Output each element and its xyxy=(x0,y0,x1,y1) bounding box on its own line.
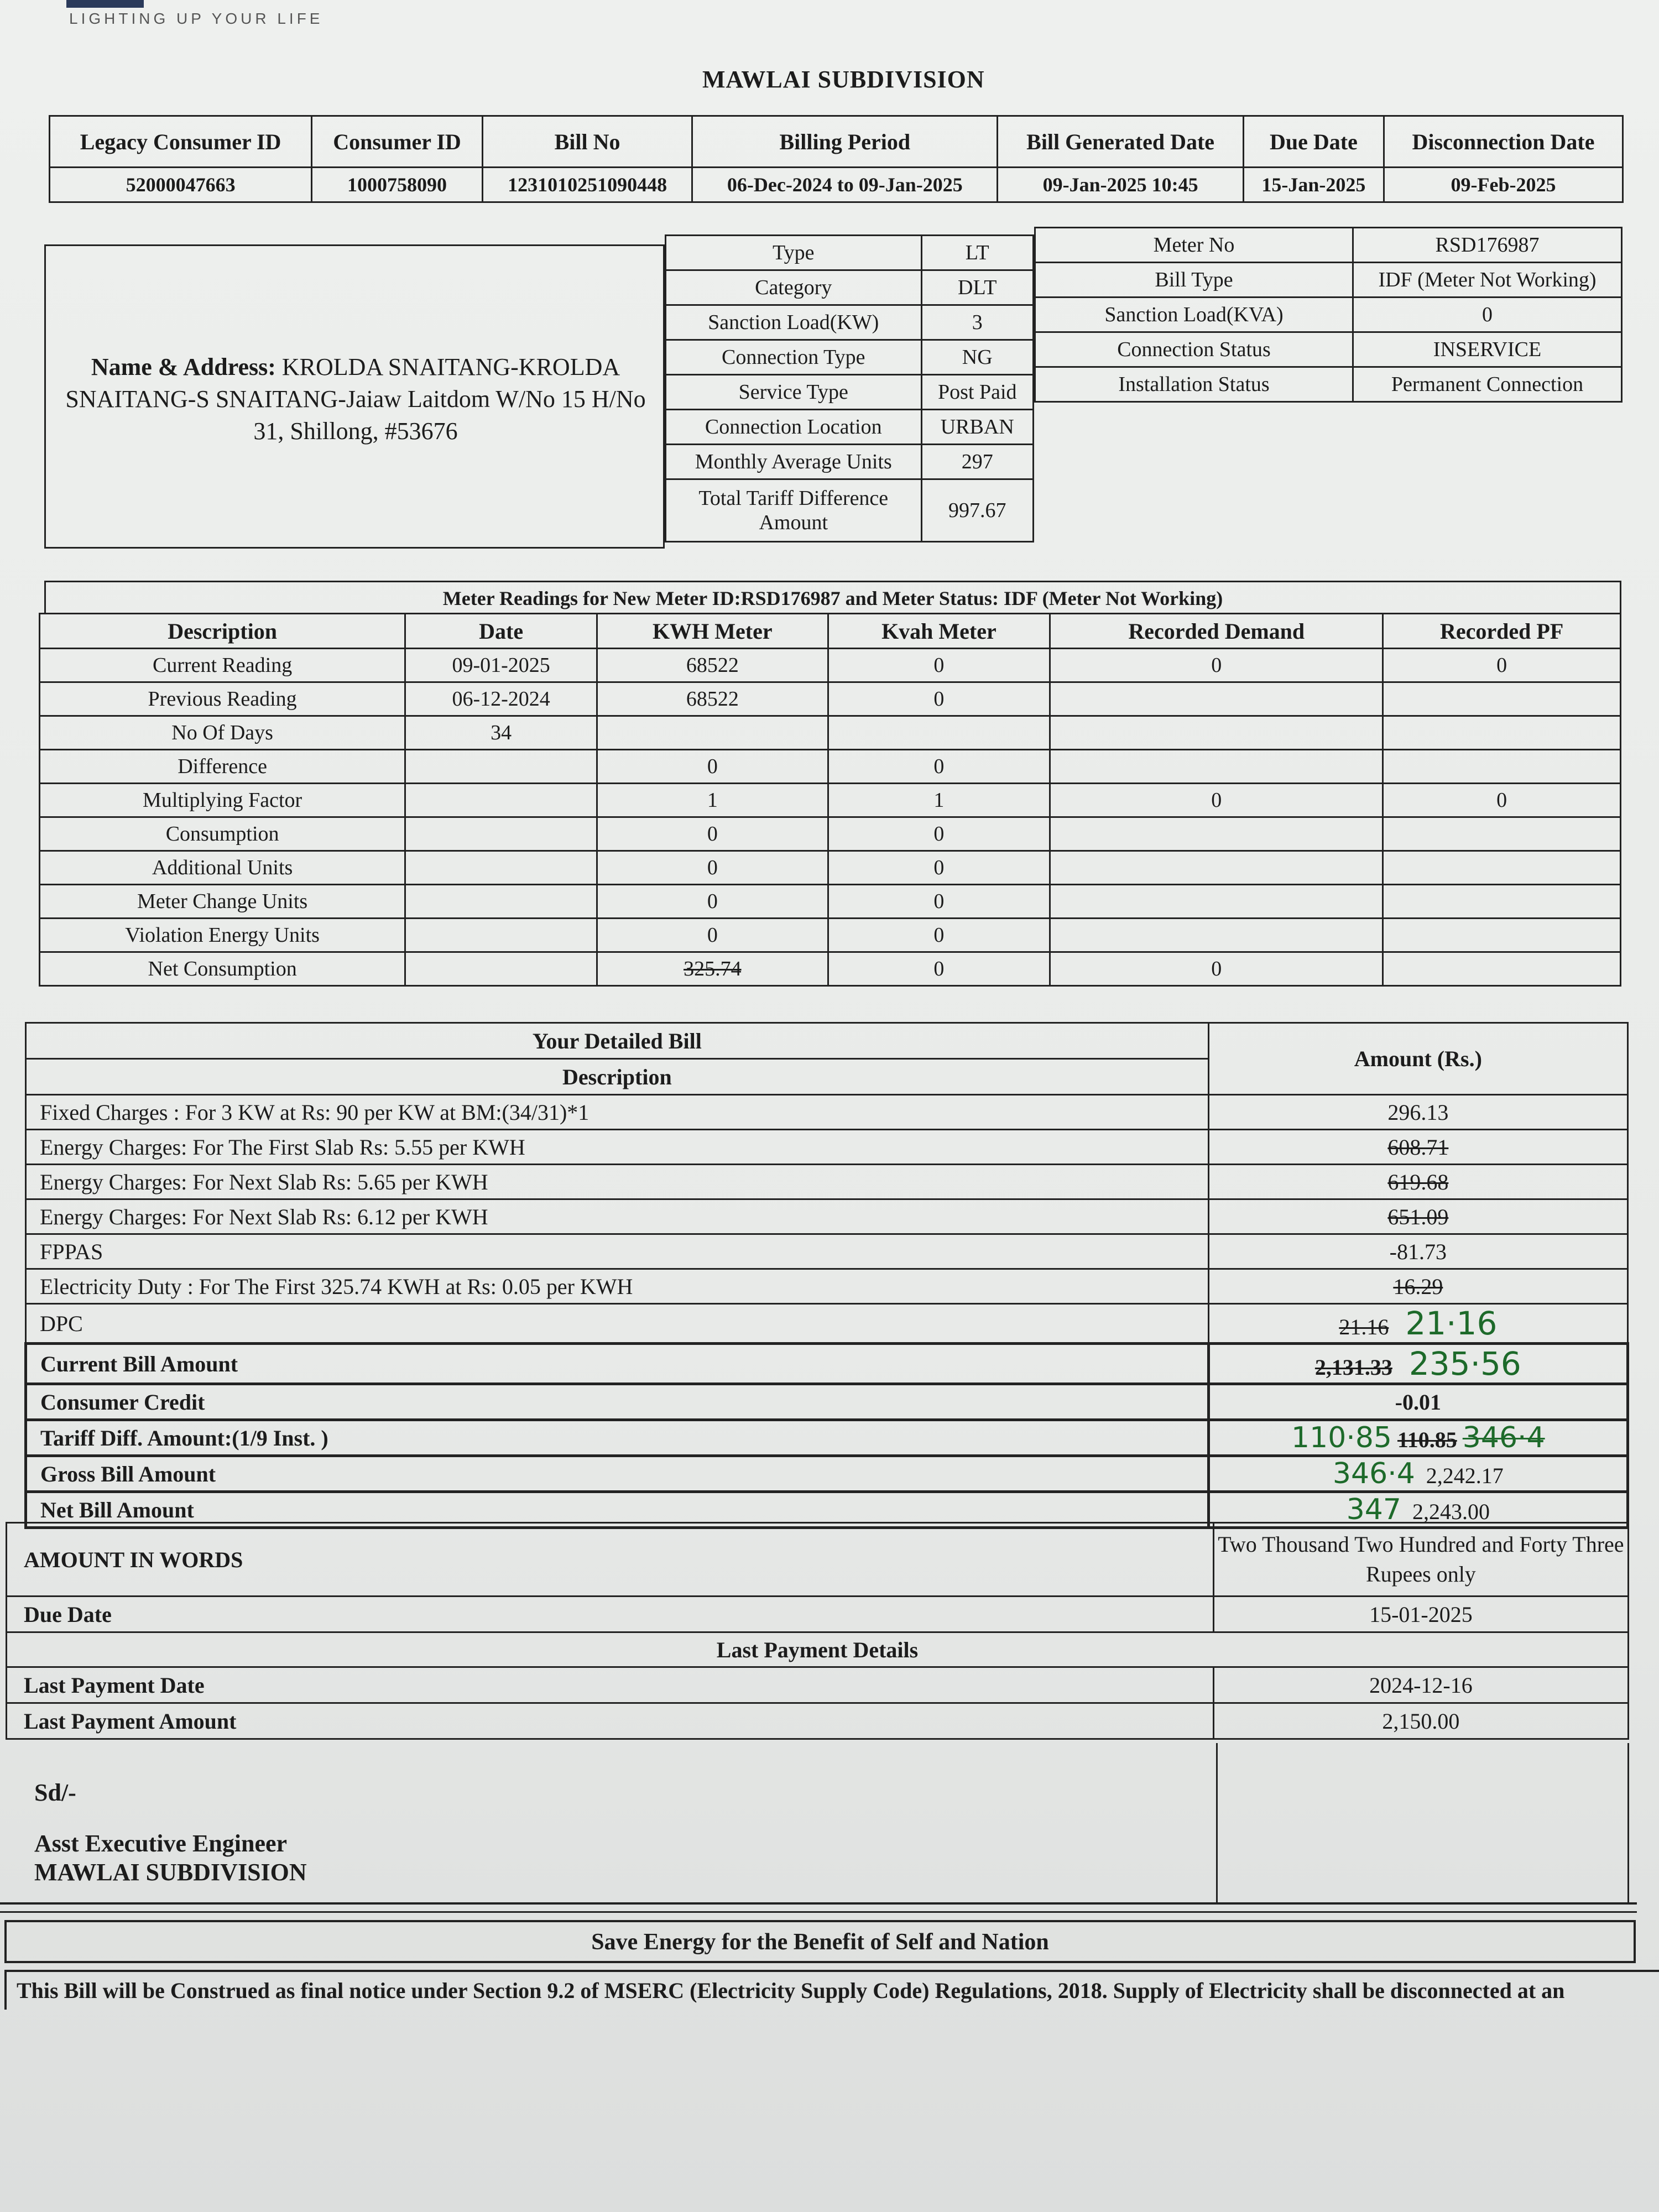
disconnection-date: 09-Feb-2025 xyxy=(1384,168,1623,202)
meter-kwh: 0 xyxy=(597,817,828,851)
meter-kwh: 325.74 xyxy=(597,952,828,986)
meter-kvah: 1 xyxy=(828,784,1050,817)
connection-info-table xyxy=(665,234,1034,542)
meter-recorded-demand xyxy=(1050,750,1383,784)
meter-description: Violation Energy Units xyxy=(40,919,405,952)
info2-label: Sanction Load(KVA) xyxy=(1035,298,1353,332)
col-bill-generated-date: Bill Generated Date xyxy=(998,116,1243,168)
handwritten-tariff-left: 110·85 xyxy=(1291,1421,1392,1454)
legacy-consumer-id: 52000047663 xyxy=(50,168,312,202)
meter-col-recorded-pf: Recorded PF xyxy=(1383,614,1621,649)
meter-recorded-pf xyxy=(1383,885,1621,919)
bill-row-desc: Fixed Charges : For 3 KW at Rs: 90 per KW at BM:(34/31)*1 xyxy=(26,1095,1209,1130)
tagline: LIGHTING UP YOUR LIFE xyxy=(69,10,324,27)
meter-kwh: 68522 xyxy=(597,649,828,682)
bill-row-desc: DPC xyxy=(26,1304,1209,1344)
meter-kwh: 0 xyxy=(597,919,828,952)
info2-value: IDF (Meter Not Working) xyxy=(1353,263,1622,298)
tariff-diff-label: Tariff Diff. Amount:(1/9 Inst. ) xyxy=(26,1420,1209,1456)
meter-recorded-demand: 0 xyxy=(1050,952,1383,986)
gross-bill-label: Gross Bill Amount xyxy=(26,1456,1209,1492)
bill-row-desc: Energy Charges: For The First Slab Rs: 5.55 per KWH xyxy=(26,1130,1209,1165)
meter-row xyxy=(40,682,1621,716)
meter-recorded-pf: 0 xyxy=(1383,784,1621,817)
meter-kvah xyxy=(828,716,1050,750)
amount-in-words: Two Thousand Two Hundred and Forty Three Rupees only xyxy=(1213,1523,1628,1597)
meter-description: Consumption xyxy=(40,817,405,851)
col-legacy-consumer-id: Legacy Consumer ID xyxy=(50,116,312,168)
final-notice-text: This Bill will be Construed as final notice under Section 9.2 of MSERC (Electricity Supply Code) Regulations, 2018. Supply of Electricity shall be disconnected at an xyxy=(4,1970,1659,2010)
meter-row xyxy=(40,750,1621,784)
bill-row-amount: 21.16 xyxy=(1339,1314,1389,1339)
col-disconnection-date: Disconnection Date xyxy=(1384,116,1623,168)
current-bill-amount: 2,131.33 xyxy=(1314,1355,1392,1380)
bill-generated-date: 09-Jan-2025 10:45 xyxy=(998,168,1243,202)
meter-recorded-demand xyxy=(1050,919,1383,952)
signature-sd: Sd/- xyxy=(34,1779,76,1806)
bill-row-amount: 619.68 xyxy=(1387,1169,1449,1194)
meter-recorded-pf xyxy=(1383,952,1621,986)
divider xyxy=(0,1902,1637,1905)
meter-col-date: Date xyxy=(405,614,597,649)
billing-period: 06-Dec-2024 to 09-Jan-2025 xyxy=(692,168,998,202)
meter-kvah: 0 xyxy=(828,919,1050,952)
info-value: LT xyxy=(921,236,1034,270)
meter-description: Difference xyxy=(40,750,405,784)
meter-kvah: 0 xyxy=(828,885,1050,919)
meter-date xyxy=(405,885,597,919)
bill-row-amount: 608.71 xyxy=(1387,1134,1449,1160)
meter-description: Previous Reading xyxy=(40,682,405,716)
meter-date xyxy=(405,784,597,817)
bill-row-desc: Energy Charges: For Next Slab Rs: 5.65 per KWH xyxy=(26,1165,1209,1199)
current-bill-label: Current Bill Amount xyxy=(26,1344,1209,1384)
amount-in-words-label: AMOUNT IN WORDS xyxy=(7,1523,1214,1597)
name-address-box xyxy=(44,244,665,549)
gross-bill-amount: 2,242.17 xyxy=(1426,1463,1504,1488)
info-label: Service Type xyxy=(666,375,922,410)
meter-date xyxy=(405,817,597,851)
bill-row-amount: 651.09 xyxy=(1387,1204,1449,1229)
meter-date: 34 xyxy=(405,716,597,750)
meter-kvah: 0 xyxy=(828,649,1050,682)
name-address-label: Name & Address: xyxy=(91,353,276,380)
col-bill-no: Bill No xyxy=(482,116,692,168)
bill-row-desc: Electricity Duty : For The First 325.74 KWH at Rs: 0.05 per KWH xyxy=(26,1269,1209,1304)
name-address xyxy=(62,351,649,447)
meter-recorded-demand xyxy=(1050,716,1383,750)
meter-kvah: 0 xyxy=(828,682,1050,716)
info-value: 997.67 xyxy=(921,479,1034,542)
meter-kvah: 0 xyxy=(828,952,1050,986)
name-address-value: KROLDA SNAITANG-KROLDA SNAITANG-S SNAITANG-Jaiaw Laitdom W/No 15 H/No 31, Shillong, #53676 xyxy=(65,353,646,445)
meter-date: 09-01-2025 xyxy=(405,649,597,682)
meter-description: Current Reading xyxy=(40,649,405,682)
col-consumer-id: Consumer ID xyxy=(312,116,483,168)
signatory xyxy=(34,1829,307,1887)
meter-description: No Of Days xyxy=(40,716,405,750)
meter-recorded-pf xyxy=(1383,919,1621,952)
info2-value: 0 xyxy=(1353,298,1622,332)
bill-row-desc: Energy Charges: For Next Slab Rs: 6.12 per KWH xyxy=(26,1199,1209,1234)
net-bill-label: Net Bill Amount xyxy=(26,1492,1209,1528)
meter-recorded-pf xyxy=(1383,750,1621,784)
info-label: Type xyxy=(666,236,922,270)
info2-label: Installation Status xyxy=(1035,367,1353,402)
meter-date xyxy=(405,750,597,784)
last-payment-date-label: Last Payment Date xyxy=(7,1667,1214,1703)
last-payment-title: Last Payment Details xyxy=(7,1632,1629,1667)
meter-date xyxy=(405,952,597,986)
meter-kvah: 0 xyxy=(828,750,1050,784)
meter-recorded-demand: 0 xyxy=(1050,784,1383,817)
meter-recorded-demand xyxy=(1050,885,1383,919)
signatory-designation: Asst Executive Engineer xyxy=(34,1830,288,1857)
meter-kvah: 0 xyxy=(828,817,1050,851)
meter-description: Additional Units xyxy=(40,851,405,885)
info-value: 297 xyxy=(921,445,1034,479)
meter-col-recorded-demand: Recorded Demand xyxy=(1050,614,1383,649)
bill-desc-header: Description xyxy=(26,1059,1209,1095)
info-value: Post Paid xyxy=(921,375,1034,410)
meter-col-kvah: Kvah Meter xyxy=(828,614,1050,649)
summary-table xyxy=(6,1522,1629,1740)
signatory-office: MAWLAI SUBDIVISION xyxy=(34,1859,307,1886)
handwritten-tariff-right: 346·4 xyxy=(1462,1421,1545,1454)
meter-row xyxy=(40,784,1621,817)
bill-row-amount: 16.29 xyxy=(1393,1274,1443,1299)
handwritten-dpc: 21·16 xyxy=(1405,1305,1498,1342)
info-value: NG xyxy=(921,340,1034,375)
meter-description: Net Consumption xyxy=(40,952,405,986)
net-bill-amount: 2,243.00 xyxy=(1412,1499,1490,1524)
bill-row-amount: 296.13 xyxy=(1208,1095,1627,1130)
last-payment-amount: 2,150.00 xyxy=(1213,1703,1628,1739)
meter-col-kwh: KWH Meter xyxy=(597,614,828,649)
info-label: Sanction Load(KW) xyxy=(666,305,922,340)
meter-row xyxy=(40,952,1621,986)
meter-recorded-pf xyxy=(1383,817,1621,851)
meter-info-table xyxy=(1034,227,1623,403)
info-label: Total Tariff Difference Amount xyxy=(666,479,922,542)
subdivision-title: MAWLAI SUBDIVISION xyxy=(702,66,985,93)
info-label: Connection Location xyxy=(666,410,922,445)
meter-kwh: 0 xyxy=(597,885,828,919)
consumer-credit-label: Consumer Credit xyxy=(26,1384,1209,1420)
info2-label: Bill Type xyxy=(1035,263,1353,298)
company-logo xyxy=(66,0,144,8)
info-value: 3 xyxy=(921,305,1034,340)
handwritten-net: 347 xyxy=(1346,1493,1401,1526)
tariff-diff-amount: 110.85 xyxy=(1397,1427,1457,1452)
meter-recorded-pf xyxy=(1383,682,1621,716)
info2-label: Meter No xyxy=(1035,228,1353,263)
last-payment-amount-label: Last Payment Amount xyxy=(7,1703,1214,1739)
meter-kwh: 1 xyxy=(597,784,828,817)
info-value: DLT xyxy=(921,270,1034,305)
handwritten-current-bill: 235·56 xyxy=(1408,1345,1521,1383)
meter-recorded-demand xyxy=(1050,682,1383,716)
info-label: Connection Type xyxy=(666,340,922,375)
meter-recorded-demand xyxy=(1050,817,1383,851)
due-date-value: 15-01-2025 xyxy=(1213,1597,1628,1632)
meter-description: Multiplying Factor xyxy=(40,784,405,817)
meter-recorded-demand: 0 xyxy=(1050,649,1383,682)
detailed-bill-table xyxy=(24,1022,1629,1529)
handwritten-gross: 346·4 xyxy=(1332,1457,1415,1490)
meter-row xyxy=(40,851,1621,885)
signature-right-box xyxy=(1218,1743,1629,1903)
meter-recorded-pf: 0 xyxy=(1383,649,1621,682)
meter-date xyxy=(405,919,597,952)
last-payment-date: 2024-12-16 xyxy=(1213,1667,1628,1703)
meter-col-description: Description xyxy=(40,614,405,649)
meter-readings-title: Meter Readings for New Meter ID:RSD176987 and Meter Status: IDF (Meter Not Working) xyxy=(44,581,1621,613)
meter-readings-table xyxy=(39,613,1621,987)
info2-value: INSERVICE xyxy=(1353,332,1622,367)
bill-row-desc: FPPAS xyxy=(26,1234,1209,1269)
meter-row xyxy=(40,919,1621,952)
bill-amount-header: Amount (Rs.) xyxy=(1208,1023,1627,1095)
meter-recorded-pf xyxy=(1383,851,1621,885)
info2-value: Permanent Connection xyxy=(1353,367,1622,402)
bill-no: 1231010251090448 xyxy=(482,168,692,202)
col-billing-period: Billing Period xyxy=(692,116,998,168)
meter-recorded-pf xyxy=(1383,716,1621,750)
divider xyxy=(0,1911,1637,1913)
meter-recorded-demand xyxy=(1050,851,1383,885)
consumer-id: 1000758090 xyxy=(312,168,483,202)
info-value: URBAN xyxy=(921,410,1034,445)
meter-date: 06-12-2024 xyxy=(405,682,597,716)
meter-kwh: 0 xyxy=(597,851,828,885)
info-label: Category xyxy=(666,270,922,305)
meter-description: Meter Change Units xyxy=(40,885,405,919)
meter-row xyxy=(40,716,1621,750)
save-energy-banner: Save Energy for the Benefit of Self and Nation xyxy=(4,1920,1636,1963)
meter-row xyxy=(40,649,1621,682)
due-date-label: Due Date xyxy=(7,1597,1214,1632)
info2-label: Connection Status xyxy=(1035,332,1353,367)
meter-kwh: 68522 xyxy=(597,682,828,716)
info-label: Monthly Average Units xyxy=(666,445,922,479)
bill-row-amount: -81.73 xyxy=(1208,1234,1627,1269)
meter-kwh xyxy=(597,716,828,750)
meter-date xyxy=(405,851,597,885)
bill-title: Your Detailed Bill xyxy=(26,1023,1209,1059)
consumer-credit-amount: -0.01 xyxy=(1208,1384,1627,1420)
bill-header-table xyxy=(49,115,1624,203)
info2-value: RSD176987 xyxy=(1353,228,1622,263)
col-due-date: Due Date xyxy=(1243,116,1384,168)
due-date: 15-Jan-2025 xyxy=(1243,168,1384,202)
meter-row xyxy=(40,817,1621,851)
meter-kvah: 0 xyxy=(828,851,1050,885)
meter-kwh: 0 xyxy=(597,750,828,784)
meter-row xyxy=(40,885,1621,919)
